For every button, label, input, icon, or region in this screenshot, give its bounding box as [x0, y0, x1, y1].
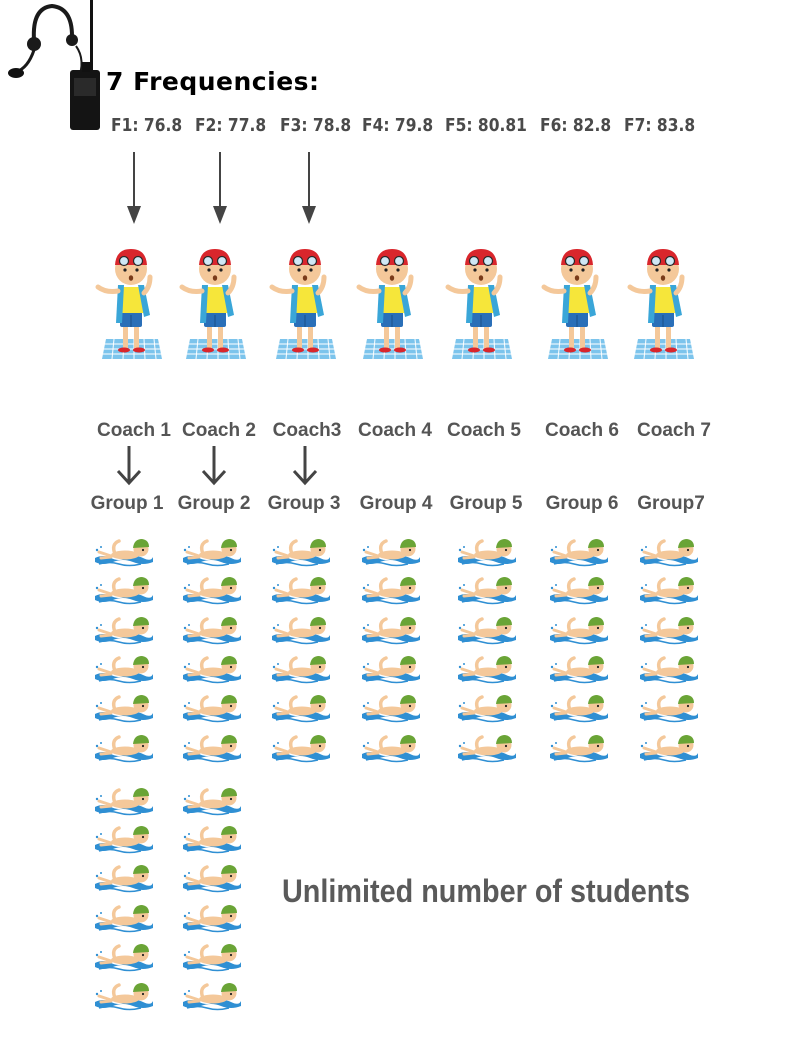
coach-with-whistle-icon — [268, 243, 344, 368]
swimmer-icon — [270, 653, 332, 690]
swimmer-icon — [360, 692, 422, 729]
frequency-label-2: F2: 77.8 — [195, 115, 267, 136]
swimmer-icon — [548, 653, 610, 690]
down-arrow-icon — [302, 152, 316, 224]
swimmer-icon — [456, 692, 518, 729]
swimmer-icon — [548, 614, 610, 651]
coach-label-4: Coach 4 — [358, 420, 432, 441]
swimmer-icon — [360, 574, 422, 611]
coach-label-1: Coach 1 — [97, 420, 171, 441]
frequency-label-7: F7: 83.8 — [624, 115, 696, 136]
swimmer-icon — [548, 732, 610, 769]
swimmer-icon — [181, 692, 243, 729]
group-label-1: Group 1 — [90, 493, 164, 514]
swimmer-icon — [93, 732, 155, 769]
swimmer-icon — [181, 823, 243, 860]
frequency-label-3: F3: 78.8 — [280, 115, 352, 136]
swimmer-icon — [638, 653, 700, 690]
swimmer-icon — [181, 941, 243, 978]
group-label-3: Group 3 — [267, 493, 341, 514]
frequency-label-6: F6: 82.8 — [540, 115, 612, 136]
swimmer-icon — [93, 823, 155, 860]
swimmer-icon — [93, 536, 155, 573]
swimmer-icon — [181, 574, 243, 611]
frequency-arrows — [0, 0, 794, 240]
swimmer-icon — [181, 862, 243, 899]
group-label-6: Group 6 — [545, 493, 619, 514]
swimmer-icon — [638, 614, 700, 651]
swimmer-icon — [456, 536, 518, 573]
swimmer-icon — [93, 785, 155, 822]
frequency-label-4: F4: 79.8 — [362, 115, 434, 136]
frequency-label-1: F1: 76.8 — [111, 115, 183, 136]
swimmer-icon — [181, 902, 243, 939]
coach-arrows — [0, 440, 794, 490]
swimmer-icon — [270, 732, 332, 769]
swimmer-icon — [456, 614, 518, 651]
swimmer-icon — [181, 614, 243, 651]
down-arrow-icon — [294, 446, 316, 483]
coach-label-5: Coach 5 — [447, 420, 521, 441]
swimmer-icon — [181, 536, 243, 573]
swimmer-icon — [456, 732, 518, 769]
down-arrow-icon — [118, 446, 140, 483]
swimmer-icon — [270, 614, 332, 651]
swimmer-icon — [93, 574, 155, 611]
swimmer-icon — [93, 653, 155, 690]
swimmer-icon — [93, 902, 155, 939]
coach-with-whistle-icon — [540, 243, 616, 368]
coach-with-whistle-icon — [444, 243, 520, 368]
coach-label-3: Coach3 — [272, 420, 342, 441]
swimmer-icon — [360, 732, 422, 769]
swimmer-icon — [456, 653, 518, 690]
swimmer-icon — [270, 536, 332, 573]
down-arrow-icon — [213, 152, 227, 224]
swimmer-icon — [360, 614, 422, 651]
swimmer-icon — [270, 692, 332, 729]
swimmer-icon — [638, 536, 700, 573]
page-title: 7 Frequencies: — [106, 67, 320, 96]
group-label-4: Group 4 — [359, 493, 433, 514]
group-label-2: Group 2 — [177, 493, 251, 514]
swimmer-icon — [93, 980, 155, 1017]
swimmer-icon — [548, 536, 610, 573]
group-label-7: Group7 — [637, 493, 705, 514]
swimmer-icon — [93, 941, 155, 978]
coach-label-7: Coach 7 — [637, 420, 711, 441]
swimmer-icon — [638, 692, 700, 729]
swimmer-icon — [548, 692, 610, 729]
swimmer-icon — [638, 732, 700, 769]
swimmer-icon — [181, 785, 243, 822]
swimmer-icon — [270, 574, 332, 611]
swimmer-icon — [456, 574, 518, 611]
swimmer-icon — [93, 614, 155, 651]
frequency-label-5: F5: 80.81 — [445, 115, 527, 136]
coach-with-whistle-icon — [178, 243, 254, 368]
swimmer-icon — [548, 574, 610, 611]
swimmer-icon — [93, 692, 155, 729]
swimmer-icon — [181, 732, 243, 769]
coach-label-6: Coach 6 — [545, 420, 619, 441]
swimmer-icon — [181, 980, 243, 1017]
coach-with-whistle-icon — [94, 243, 170, 368]
swimmer-icon — [93, 862, 155, 899]
group-label-5: Group 5 — [449, 493, 523, 514]
coach-label-2: Coach 2 — [182, 420, 256, 441]
swimmer-icon — [638, 574, 700, 611]
swimmer-icon — [360, 653, 422, 690]
swimmer-icon — [181, 653, 243, 690]
down-arrow-icon — [127, 152, 141, 224]
swimmer-icon — [360, 536, 422, 573]
down-arrow-icon — [203, 446, 225, 483]
coach-with-whistle-icon — [355, 243, 431, 368]
coach-with-whistle-icon — [626, 243, 702, 368]
unlimited-students-caption: Unlimited number of students — [282, 873, 691, 909]
